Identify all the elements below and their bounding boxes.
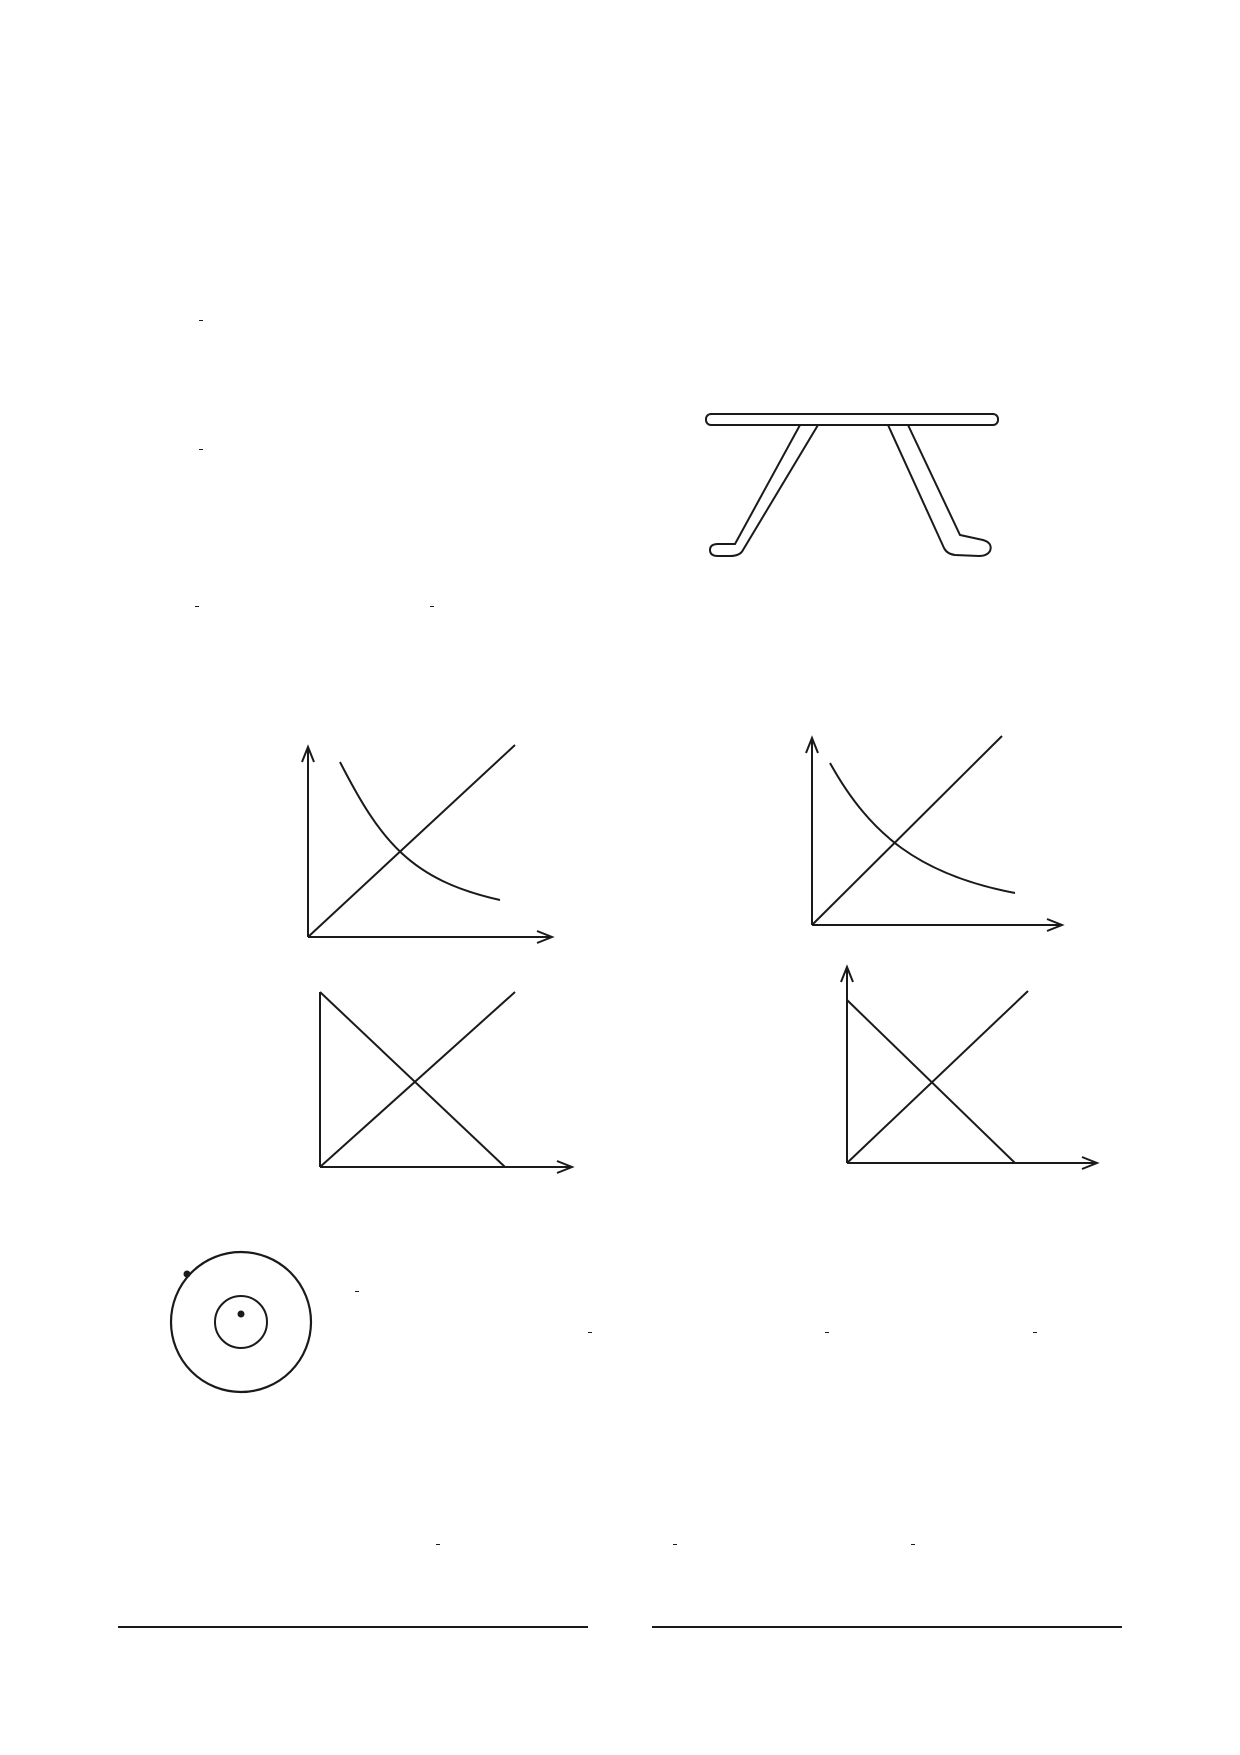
point-a-dot: [238, 1311, 245, 1318]
q5-option-b: [585, 1318, 595, 1346]
graph-c-line-k: [320, 992, 505, 1167]
graph-a-curve-k: [340, 762, 500, 900]
graph-d: [820, 958, 1110, 1200]
outer-circle: [171, 1252, 311, 1392]
footer-rule-right: [652, 1626, 1122, 1628]
q5-option-c: [822, 1318, 832, 1346]
q6-option-d: [908, 1530, 918, 1558]
graph-b-curve-u: [830, 763, 1015, 893]
q2-line2: [196, 306, 206, 331]
inner-circle: [215, 1296, 267, 1348]
table-legs: [710, 425, 991, 556]
footer-rule-left: [118, 1626, 588, 1628]
graph-a-line-u: [308, 745, 515, 937]
point-b-dot: [184, 1271, 191, 1278]
table-chain-diagram: [700, 390, 1040, 575]
graph-b: [720, 725, 1080, 965]
q6-option-b: [433, 1530, 443, 1558]
q3-option-a: [192, 592, 202, 618]
graph-d-line-k: [847, 991, 1028, 1163]
q6-option-c: [670, 1530, 680, 1558]
q5-line3: [352, 1277, 362, 1303]
hollow-cylinder-diagram: [165, 1240, 325, 1400]
graph-a: [225, 730, 565, 970]
q5-option-d: [1030, 1318, 1040, 1346]
q3-option-b: [427, 592, 437, 618]
graph-c-line-u: [320, 992, 515, 1167]
graph-b-line-k: [812, 736, 1002, 925]
table-top: [706, 414, 998, 425]
graph-c: [235, 958, 585, 1200]
q3-line2: [196, 435, 593, 461]
